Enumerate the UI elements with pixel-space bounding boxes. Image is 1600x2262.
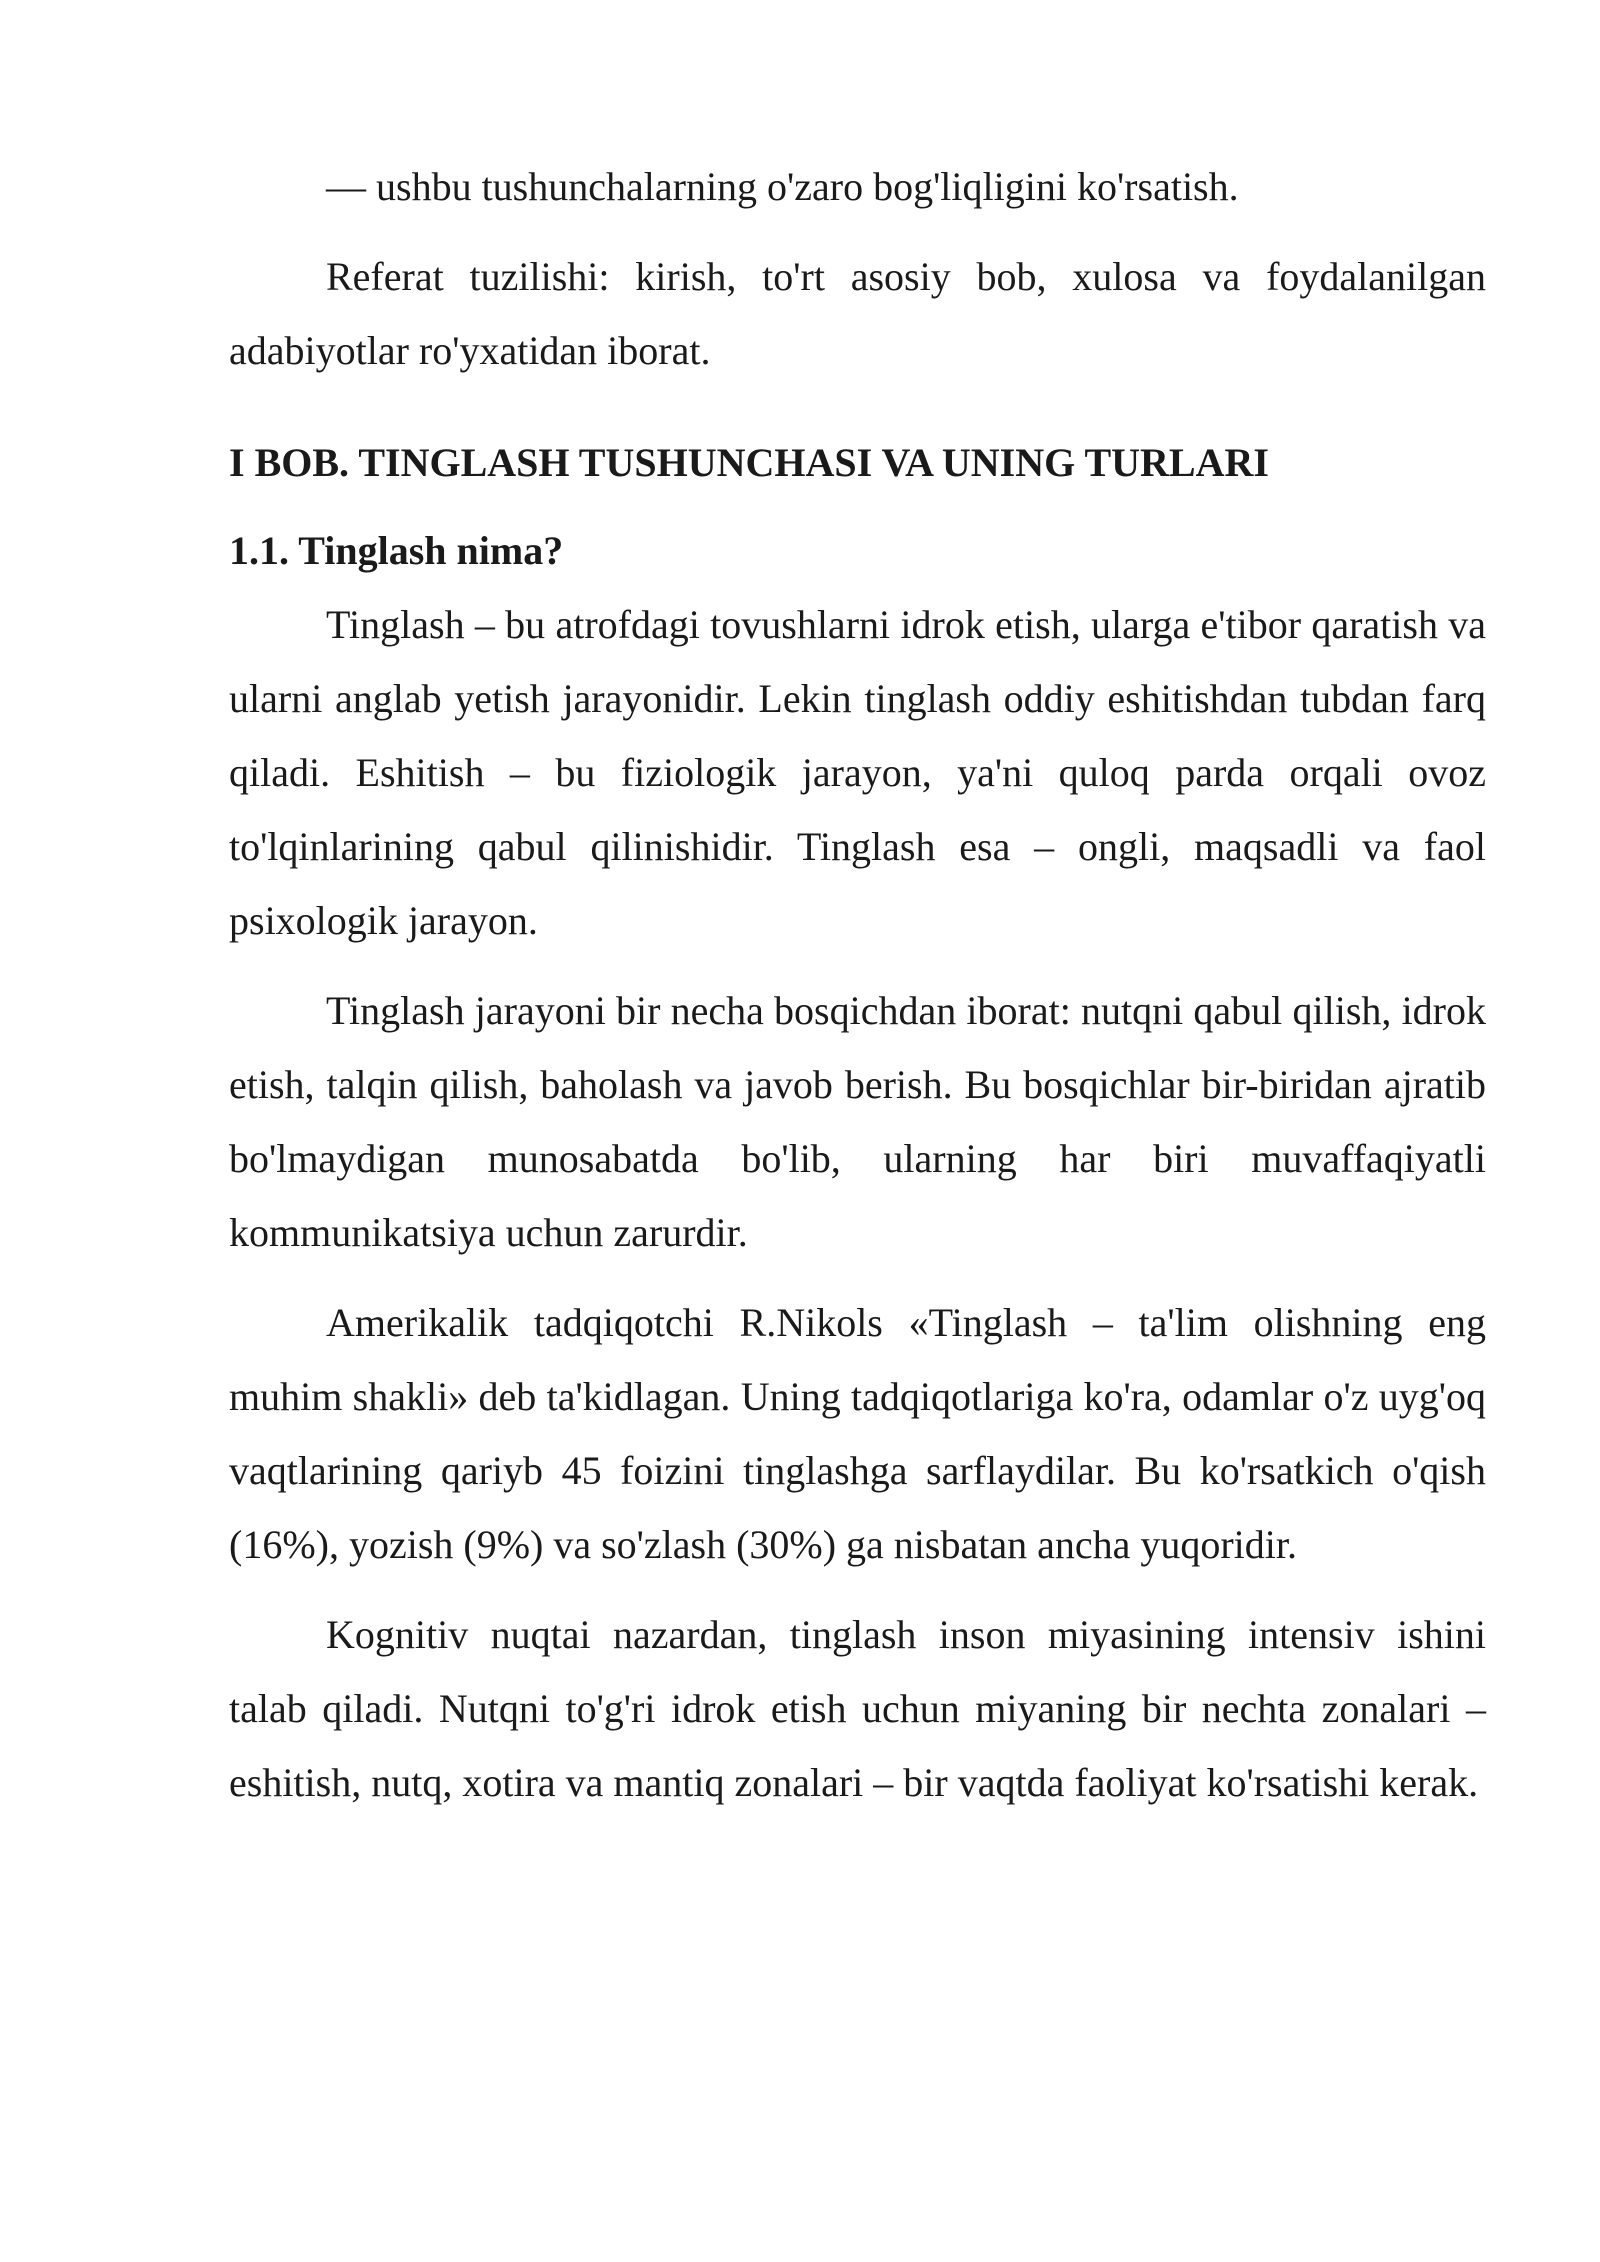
intro-paragraph: Referat tuzilishi: kirish, to'rt asosiy bob, xulosa va foydalanilgan adabiyotlar ro'yxatidan iborat. <box>229 254 1486 373</box>
document-page <box>229 150 1486 1836</box>
body-paragraph: Tinglash jarayoni bir necha bosqichdan iborat: nutqni qabul qilish, idrok etish, talqin qilish, baholash va javob berish. Bu bosqichlar bir-biridan ajratib bo'lmaydigan munosabatda bo'lib, ularning har biri muvaffaqiyatli kommunikatsiya uchun zarurdir. <box>229 988 1486 1255</box>
chapter-heading: I BOB. TINGLASH TUSHUNCHASI VA UNING TURLARI <box>229 440 1269 485</box>
body-paragraph: Tinglash – bu atrofdagi tovushlarni idrok etish, ularga e'tibor qaratish va ularni anglab yetish jarayonidir. Lekin tinglash oddiy eshitishdan tubdan farq qiladi. Eshitish – bu fiziologik jarayon, ya'ni quloq parda orqali ovoz to'lqinlarining qabul qilinishidir. Tinglash esa – ongli, maqsadli va faol psixologik jarayon. <box>229 602 1486 943</box>
intro-paragraph: — ushbu tushunchalarning o'zaro bog'liqligini ko'rsatish. <box>326 164 1239 209</box>
body-paragraph: Amerikalik tadqiqotchi R.Nikols «Tinglash – ta'lim olishning eng muhim shakli» deb ta'kidlagan. Uning tadqiqotlariga ko'ra, odamlar o'z uyg'oq vaqtlarining qariyb 45 foizini tinglashga sarflaydilar. Bu ko'rsatkich o'qish (16%), yozish (9%) va so'zlash (30%) ga nisbatan ancha yuqoridir. <box>229 1300 1486 1567</box>
body-paragraph: Kognitiv nuqtai nazardan, tinglash inson miyasining intensiv ishini talab qiladi. Nutqni to'g'ri idrok etish uchun miyaning bir nechta zonalari – eshitish, nutq, xotira va mantiq zonalari – bir vaqtda faoliyat ko'rsatishi kerak. <box>229 1612 1486 1805</box>
section-heading: 1.1. Tinglash nima? <box>229 528 564 573</box>
